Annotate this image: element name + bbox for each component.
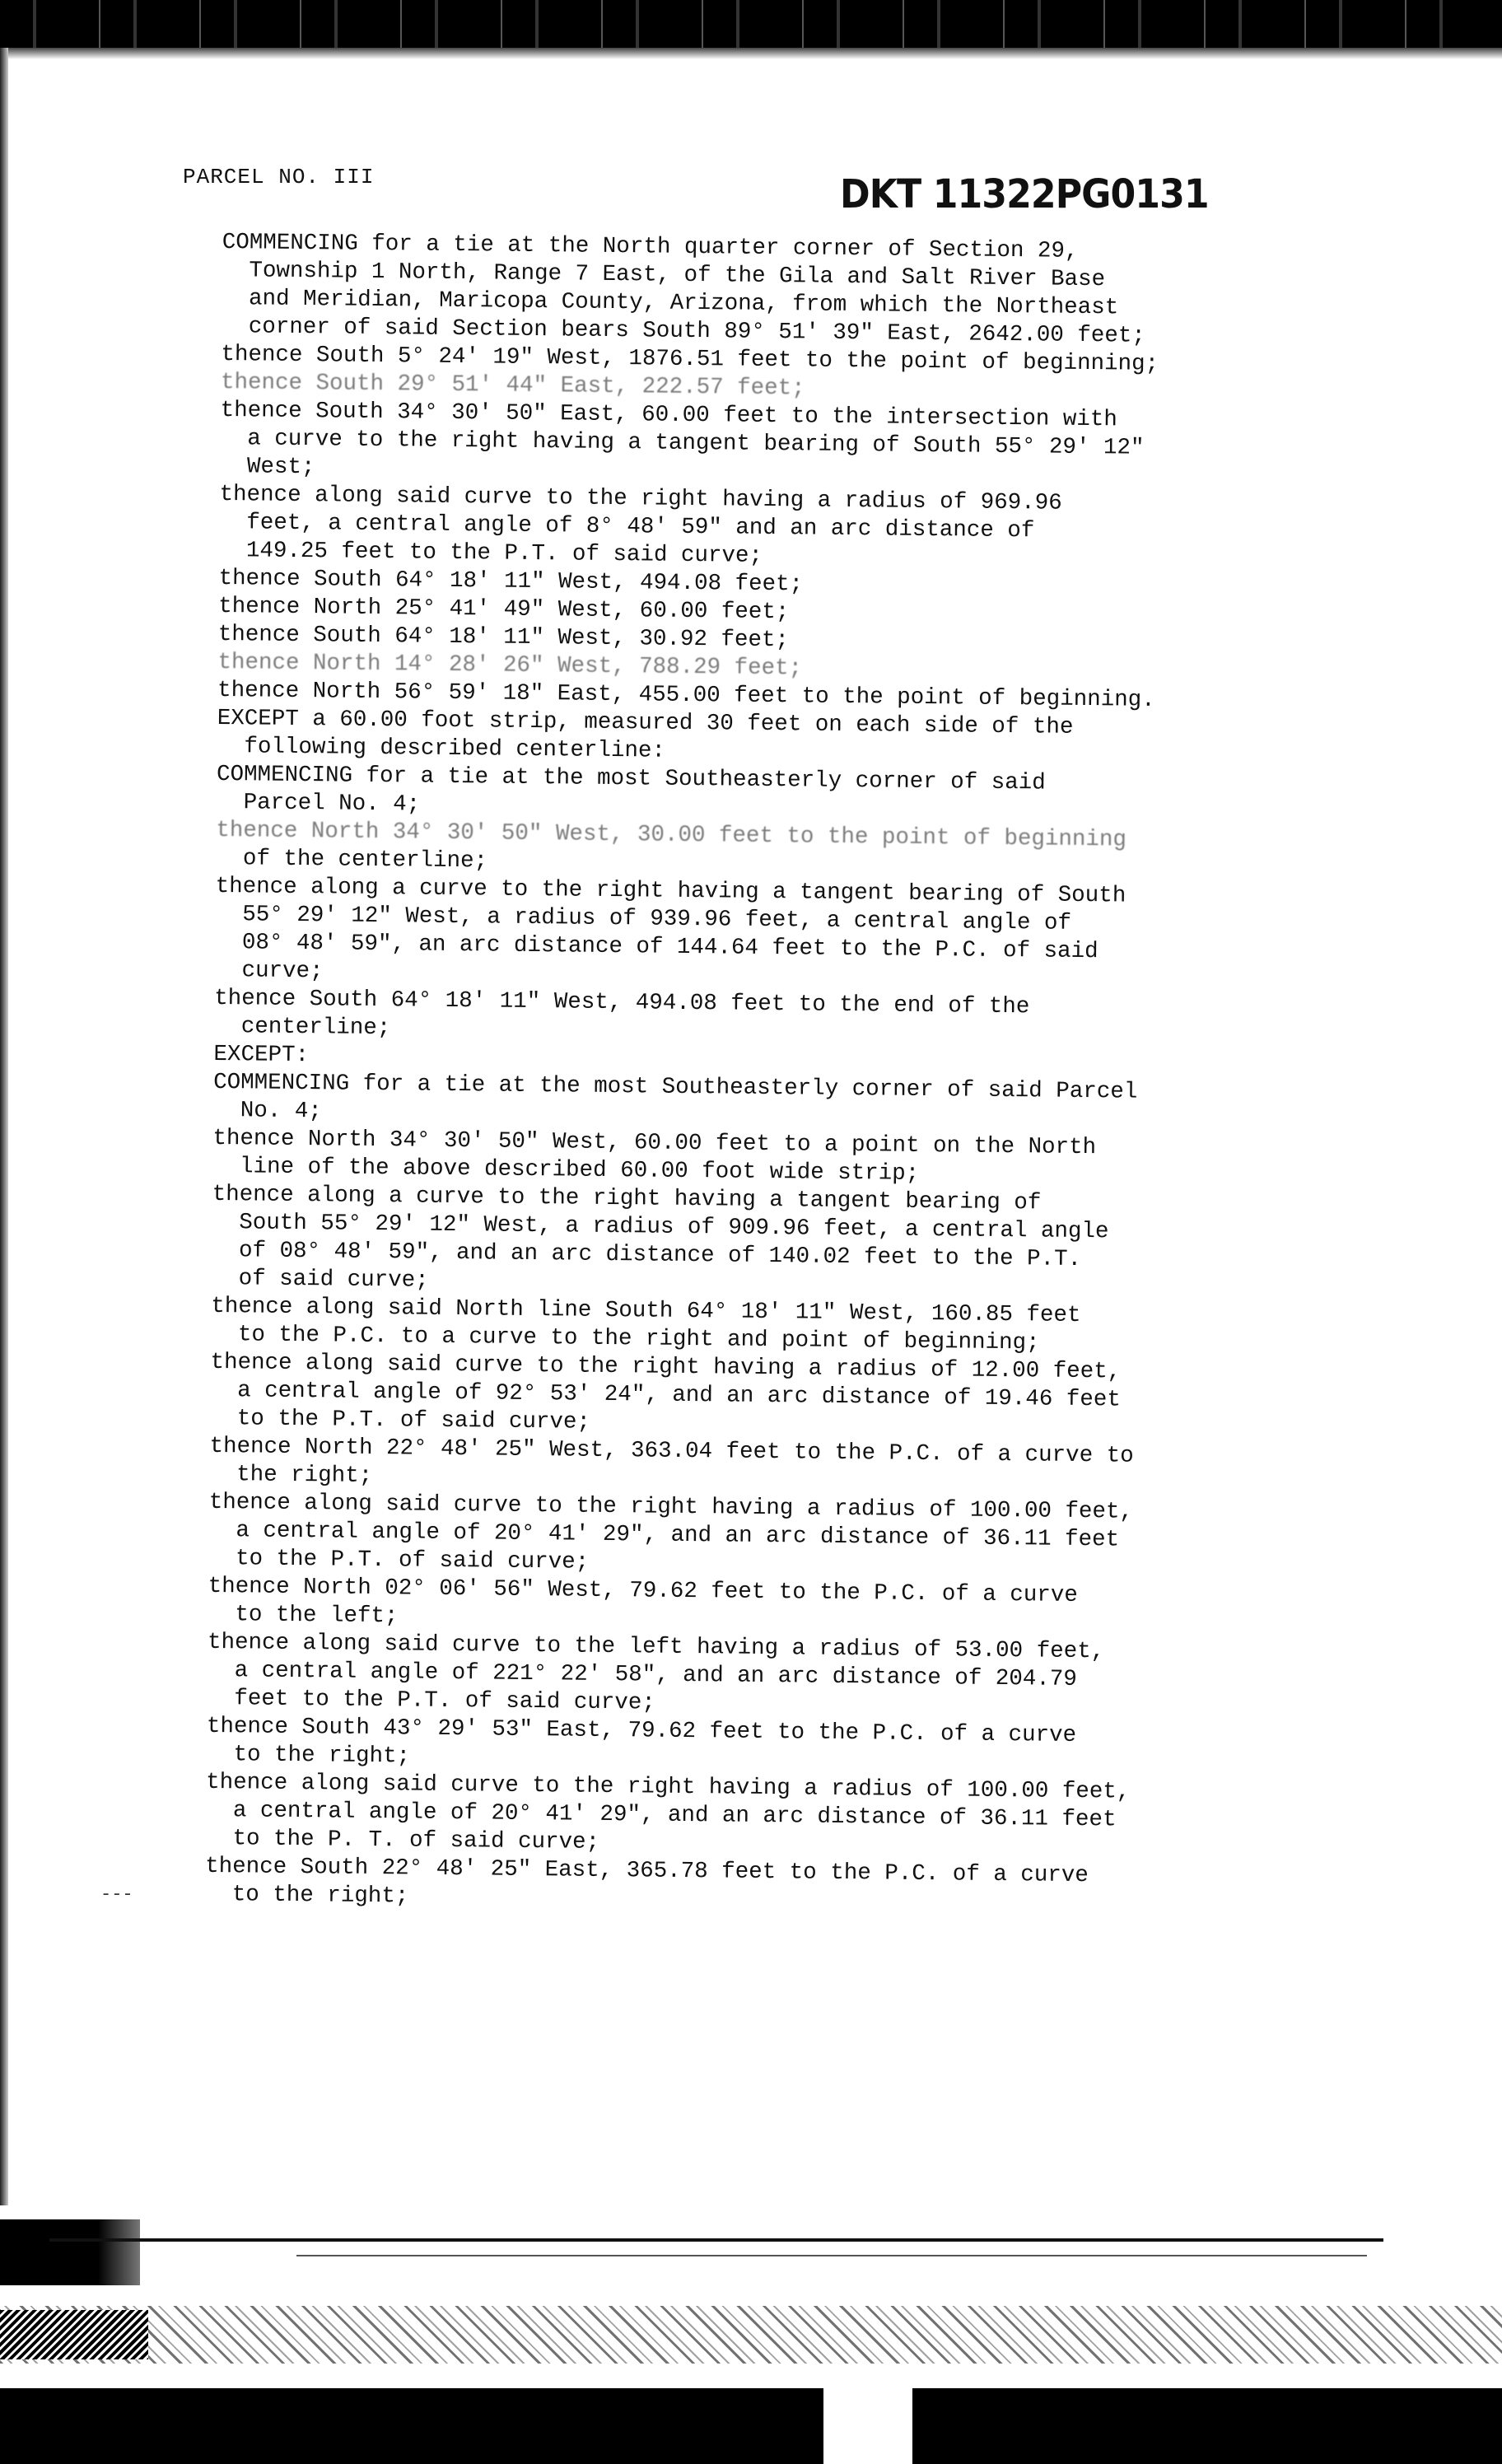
text-line: and Meridian, Maricopa County, Arizona, from which the Northeast — [221, 285, 1119, 321]
text-line: to the P.T. of said curve; — [209, 1405, 591, 1435]
text-line: a central angle of 221° 22' 58", and an arc distance of 204.79 — [207, 1657, 1077, 1692]
text-line: South 55° 29' 12" West, a radius of 909.96 feet, a central angle — [212, 1209, 1109, 1245]
scan-noise-band — [0, 2306, 1502, 2364]
text-line: Township 1 North, Range 7 East, of the Gila and Salt River Base — [222, 257, 1106, 293]
text-line: to the P.C. to a curve to the right and point of beginning; — [210, 1321, 1040, 1356]
text-line: thence South 64° 18' 11" West, 494.08 feet to the end of the — [214, 985, 1030, 1020]
text-line: to the P. T. of said curve; — [205, 1825, 600, 1855]
bottom-rule-line — [49, 2238, 1383, 2242]
legal-description — [205, 229, 1334, 1920]
text-line: thence North 22° 48' 25" West, 363.04 feet to the P.C. of a curve to — [209, 1433, 1134, 1469]
text-line: thence North 25° 41' 49" West, 60.00 feet; — [218, 593, 790, 626]
text-line: feet, a central angle of 8° 48' 59" and an arc distance of — [219, 509, 1035, 544]
scan-border-left — [0, 48, 8, 2205]
text-line: curve; — [214, 957, 324, 985]
text-line-smudged: thence North 14° 28' 26" West, 788.29 feet; — [217, 649, 803, 682]
text-line: of 08° 48' 59", and an arc distance of 140.02 feet to the P.T. — [211, 1237, 1082, 1272]
text-line: thence South 34° 30' 50" East, 60.00 feet to the intersection with — [220, 397, 1117, 433]
text-line: thence along said curve to the right having a radius of 100.00 feet, — [208, 1489, 1134, 1525]
text-line: No. 4; — [212, 1097, 322, 1125]
text-line-smudged: thence South 29° 51' 44" East, 222.57 feet; — [220, 369, 805, 402]
text-line: to the right; — [206, 1741, 411, 1770]
scan-artifact-bar — [0, 2219, 140, 2285]
text-line: COMMENCING for a tie at the North quarter corner of Section 29, — [222, 229, 1079, 264]
scan-border-top-fade — [0, 48, 1502, 59]
text-line: thence North 56° 59' 18" East, 455.00 feet to the point of beginning. — [217, 677, 1155, 713]
text-line: feet to the P.T. of said curve; — [207, 1685, 656, 1716]
text-line: thence North 02° 06' 56" West, 79.62 feet to the P.C. of a curve — [208, 1573, 1079, 1608]
text-line: Parcel No. 4; — [216, 789, 421, 818]
text-line: corner of said Section bears South 89° 51' 39" East, 2642.00 feet; — [221, 313, 1146, 349]
text-line: a central angle of 20° 41' 29", and an arc distance of 36.11 feet — [205, 1797, 1117, 1833]
text-line: a central angle of 20° 41' 29", and an arc distance of 36.11 feet — [208, 1517, 1120, 1553]
text-line: thence South 43° 29' 53" East, 79.62 feet to the P.C. of a curve — [206, 1713, 1077, 1748]
scan-noise-band-left — [0, 2310, 148, 2359]
text-line: following described centerline: — [217, 733, 666, 764]
bottom-rule-line-secondary — [296, 2255, 1367, 2256]
text-line: thence South 5° 24' 19" West, 1876.51 feet to the point of beginning; — [221, 341, 1159, 377]
text-line: the right; — [208, 1461, 373, 1489]
text-line: COMMENCING for a tie at the most Southeasterly corner of said — [216, 761, 1046, 796]
text-line: West; — [219, 453, 315, 481]
docket-page-stamp: DKT 11322PG0131 — [840, 171, 1209, 217]
text-line: of said curve; — [211, 1265, 429, 1294]
text-line: 55° 29' 12" West, a radius of 939.96 feet, a central angle of — [215, 901, 1072, 936]
text-line: line of the above described 60.00 foot wide strip; — [212, 1153, 920, 1187]
text-line: thence along said North line South 64° 18' 11" West, 160.85 feet — [211, 1293, 1081, 1328]
scan-border-bottom-right — [912, 2388, 1502, 2464]
margin-dash-mark: --- — [100, 1884, 133, 1905]
text-line: EXCEPT: — [213, 1041, 310, 1069]
text-line: thence along said curve to the right having a radius of 100.00 feet, — [206, 1769, 1131, 1805]
text-line: centerline; — [213, 1013, 391, 1042]
text-line: thence North 34° 30' 50" West, 60.00 feet to a point on the North — [212, 1125, 1097, 1161]
scan-border-bottom-left — [0, 2388, 823, 2464]
text-line: thence South 64° 18' 11" West, 30.92 feet; — [217, 621, 790, 654]
text-line: thence along said curve to the left having a radius of 53.00 feet, — [207, 1629, 1105, 1665]
scan-border-top — [0, 0, 1502, 48]
text-line-smudged: thence North 34° 30' 50" West, 30.00 feet to the point of beginning — [216, 817, 1127, 853]
text-line: thence along a curve to the right having a tangent bearing of — [212, 1181, 1042, 1216]
text-line: thence along a curve to the right having a tangent bearing of South — [215, 873, 1126, 909]
text-line: thence along said curve to the right having a radius of 969.96 — [219, 481, 1062, 516]
text-line: a curve to the right having a tangent bearing of South 55° 29' 12" — [220, 425, 1145, 461]
text-line: of the centerline; — [215, 845, 488, 875]
text-line: thence along said curve to the right having a radius of 12.00 feet, — [210, 1349, 1122, 1385]
text-line: 08° 48' 59", an arc distance of 144.64 feet to the P.C. of said — [214, 929, 1099, 965]
text-line: COMMENCING for a tie at the most Southeasterly corner of said Parcel — [212, 1069, 1138, 1105]
text-line: a central angle of 92° 53' 24", and an arc distance of 19.46 feet — [210, 1377, 1122, 1413]
text-line: 149.25 feet to the P.T. of said curve; — [218, 537, 763, 569]
text-line: thence South 64° 18' 11" West, 494.08 feet; — [218, 565, 804, 598]
text-line: to the right; — [204, 1881, 409, 1910]
text-line: to the P.T. of said curve; — [208, 1545, 590, 1575]
text-line: to the left; — [208, 1601, 399, 1630]
text-line: thence South 22° 48' 25" East, 365.78 feet to the P.C. of a curve — [205, 1853, 1089, 1889]
text-line: EXCEPT a 60.00 foot strip, measured 30 feet on each side of the — [217, 705, 1074, 740]
parcel-number-label: PARCEL NO. III — [183, 165, 375, 189]
